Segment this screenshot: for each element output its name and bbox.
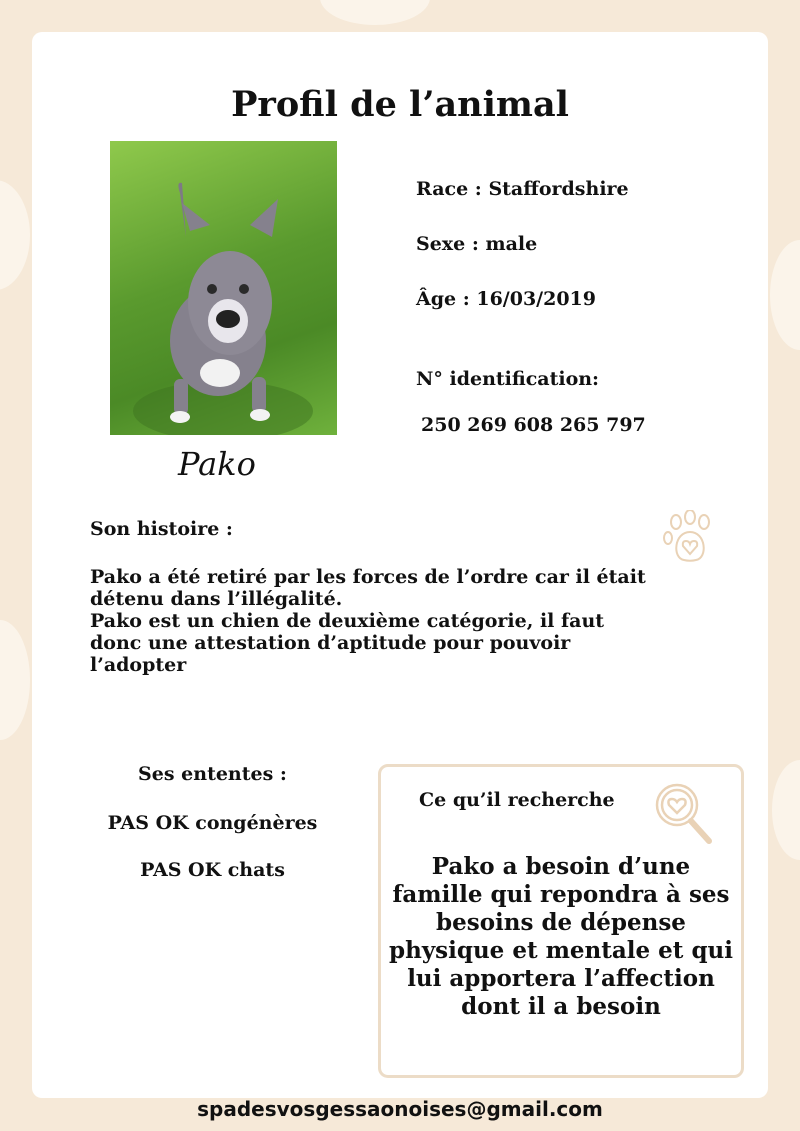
sex-text: Sexe : male [416, 233, 538, 255]
contact-email[interactable]: spadesvosgessaonoises@gmail.com [197, 1097, 603, 1121]
ententes-heading: Ses ententes : [138, 763, 287, 785]
story-paragraph: Pako a été retiré par les forces de l’ordre car il était détenu dans l’illégalité. [90, 566, 646, 610]
ententes-item: PAS OK chats [140, 859, 285, 881]
search-heading: Ce qu’il recherche [419, 789, 615, 811]
paw-icon [662, 510, 720, 568]
page-title: Profil de l’animal [231, 84, 569, 125]
magnifier-heart-icon [653, 781, 715, 847]
identification-number: 250 269 608 265 797 [421, 414, 646, 436]
background-paw-shape [0, 180, 30, 290]
story-text [90, 566, 650, 676]
story-heading: Son histoire : [90, 518, 233, 540]
age-text: Âge : 16/03/2019 [416, 288, 596, 310]
dog-illustration [110, 141, 337, 435]
background-paw-shape [320, 0, 430, 25]
background-paw-shape [770, 240, 800, 350]
identification-label: N° identification: [416, 368, 600, 390]
search-box [378, 764, 744, 1078]
ententes-item: PAS OK congénères [107, 812, 318, 834]
pet-name: Pako [178, 445, 256, 483]
story-paragraph: Pako est un chien de deuxième catégorie, il faut donc une attestation d’aptitude pour pouvoir l’adopter [90, 610, 605, 676]
dog-photo [110, 141, 337, 435]
background-paw-shape [772, 760, 800, 860]
background-paw-shape [0, 620, 30, 740]
breed-text: Race : Staffordshire [416, 178, 629, 200]
search-text: Pako a besoin d’une famille qui repondra à ses besoins de dépense physique et mentale et qui lui apportera l’affection dont il a besoin [389, 853, 733, 1020]
